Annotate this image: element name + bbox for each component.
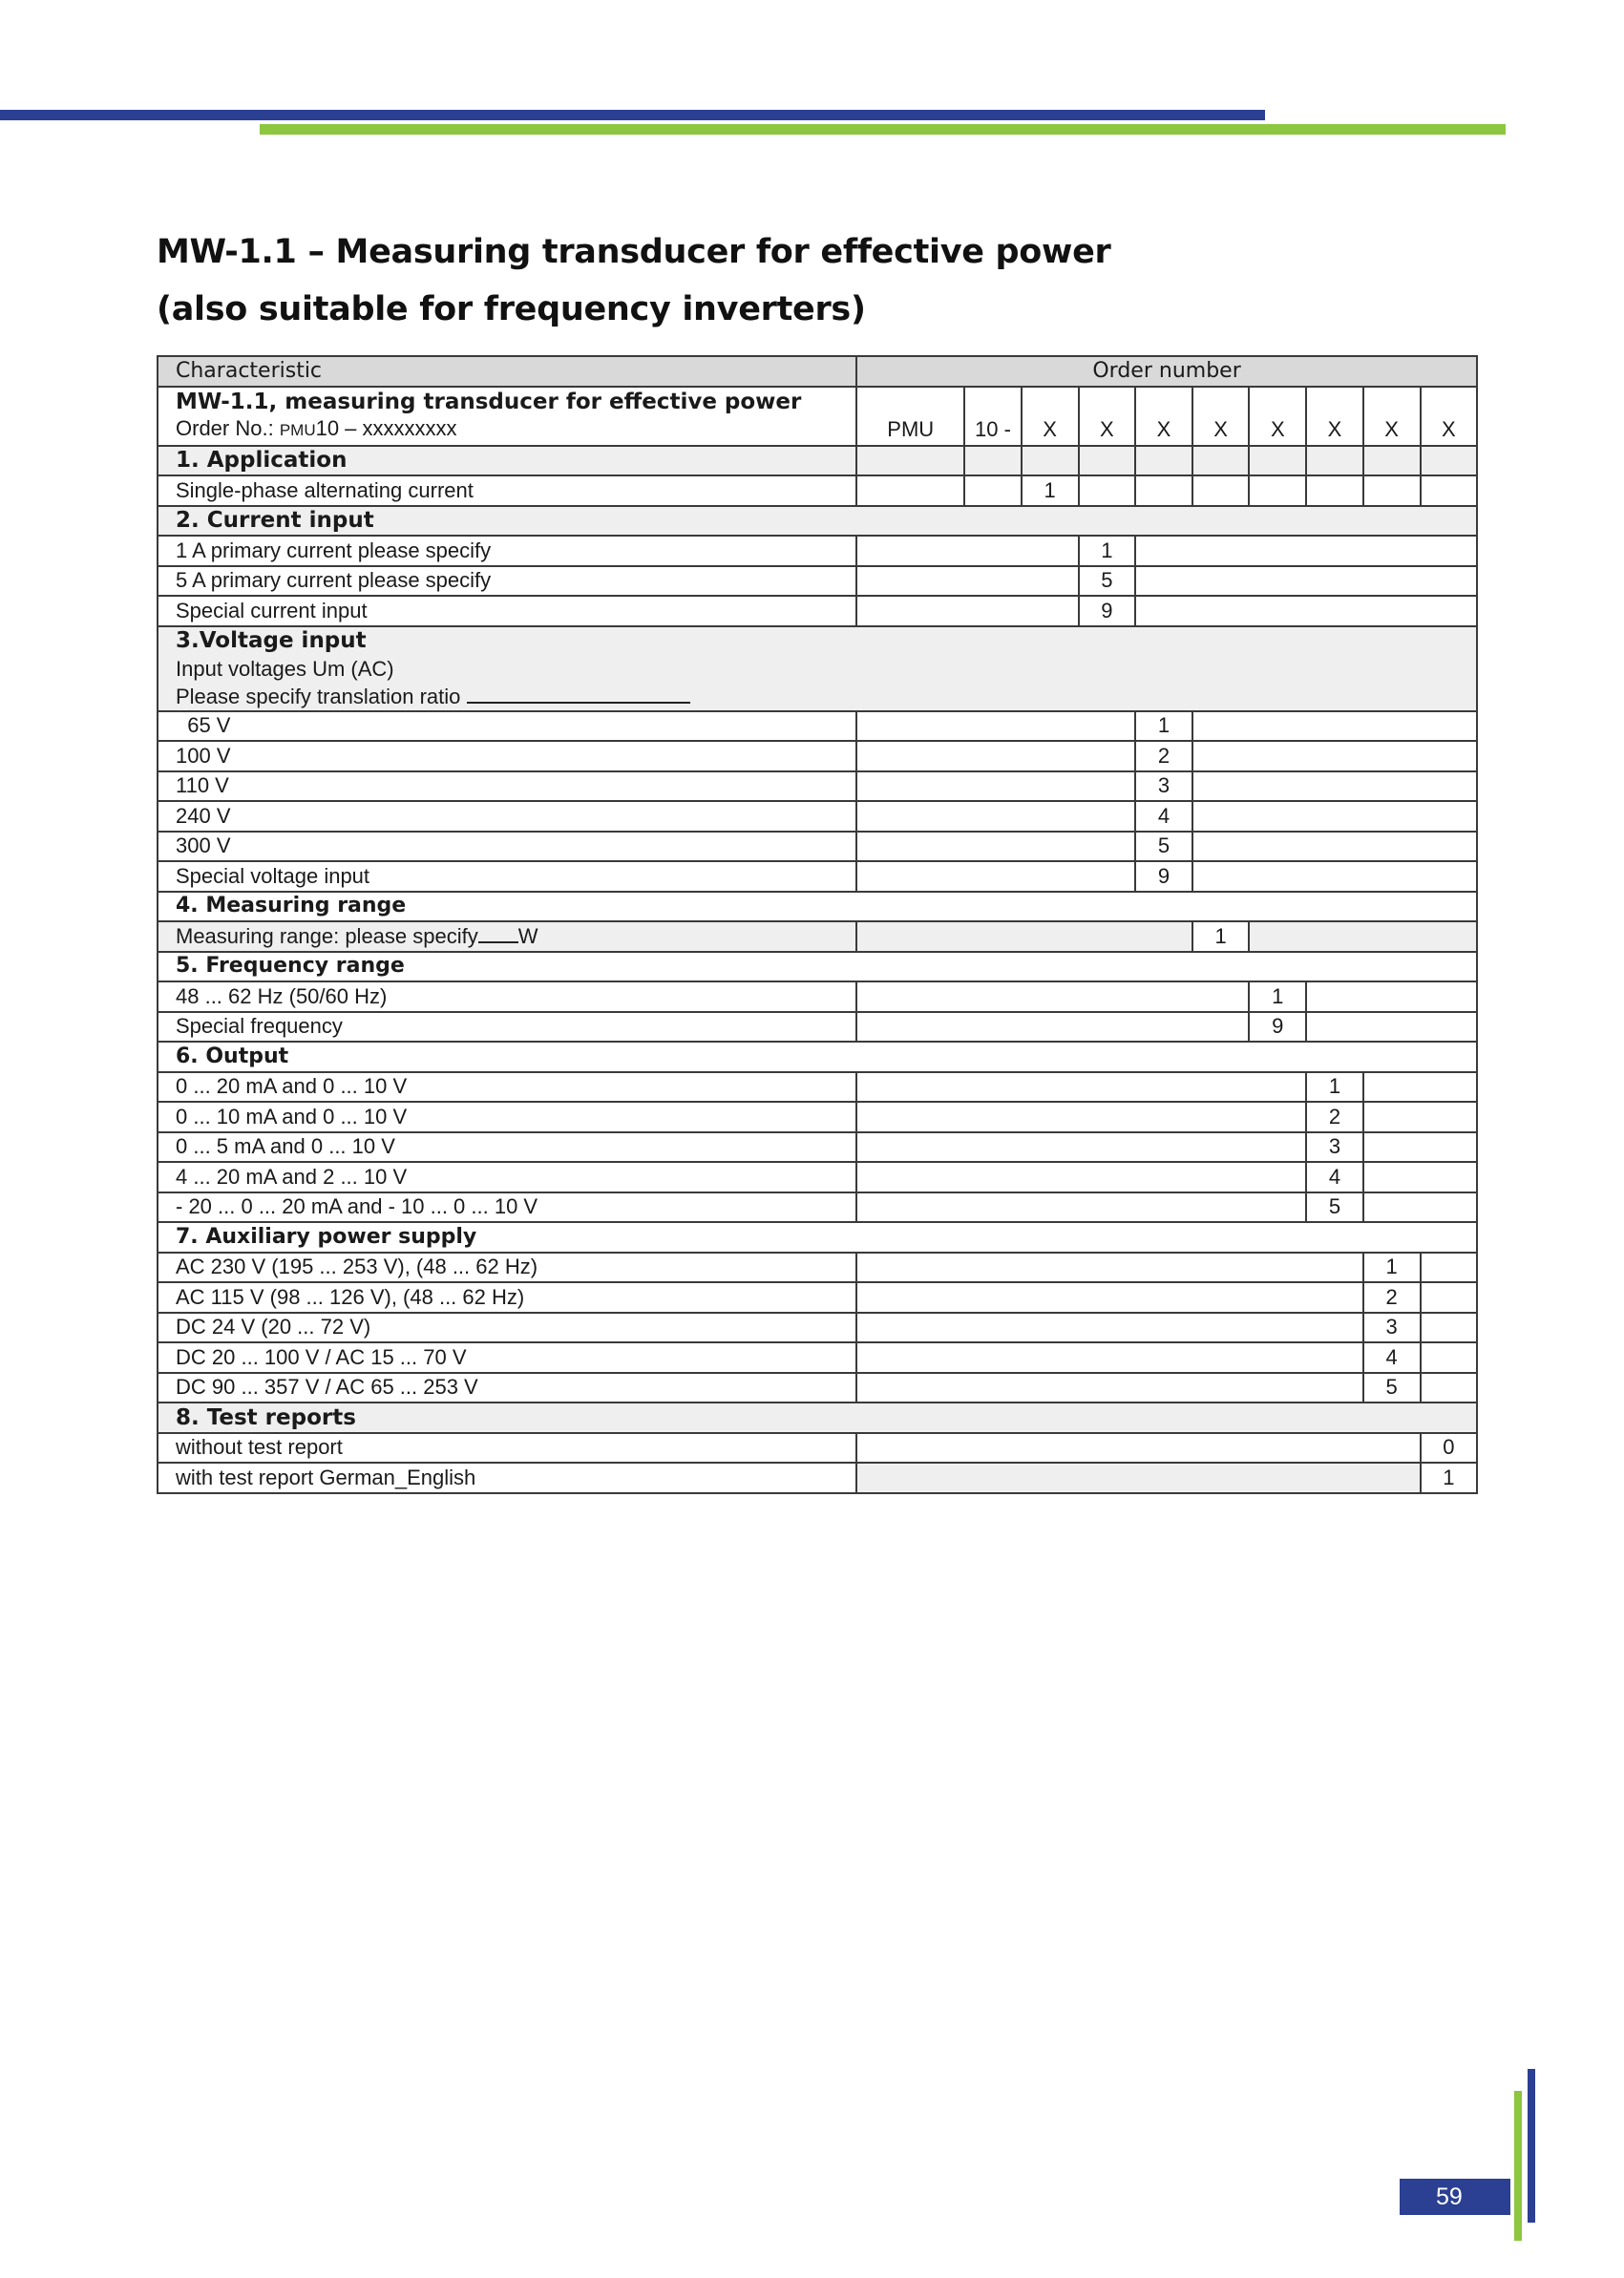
row-code: 5 [1363, 1373, 1421, 1403]
table-row [158, 1373, 1477, 1403]
code-cell: X [1135, 387, 1192, 446]
row-code: 2 [1306, 1102, 1362, 1132]
table-row [158, 1313, 1477, 1343]
row-label: 110 V [158, 771, 856, 802]
row-code: 1 [1135, 711, 1192, 742]
row-code: 9 [1079, 596, 1135, 626]
row-code: 4 [1363, 1342, 1421, 1373]
voltage-line-3: Please specify translation ratio [176, 683, 1476, 710]
order-small: PMU [279, 420, 316, 439]
section-title: 1. Application [158, 446, 856, 476]
voltage-line-2: Input voltages Um (AC) [176, 656, 394, 681]
row-code: 2 [1135, 741, 1192, 771]
section-row [158, 446, 1477, 476]
row-code: 5 [1306, 1192, 1362, 1223]
row-code: 9 [1249, 1012, 1306, 1043]
table-row [158, 832, 1477, 862]
row-label: 1 A primary current please specify [158, 536, 856, 566]
row-label: DC 20 ... 100 V / AC 15 ... 70 V [158, 1342, 856, 1373]
row-code: 4 [1306, 1162, 1362, 1192]
row-label: AC 115 V (98 ... 126 V), (48 ... 62 Hz) [158, 1282, 856, 1313]
page-title [157, 223, 1110, 338]
order-rest: 10 – xxxxxxxxx [315, 415, 457, 440]
row-label: DC 24 V (20 ... 72 V) [158, 1313, 856, 1343]
table-row [158, 1463, 1477, 1493]
section-row [158, 1403, 1477, 1433]
range-blank [478, 941, 518, 943]
product-cell [158, 387, 856, 446]
row-label: 0 ... 10 mA and 0 ... 10 V [158, 1102, 856, 1132]
table-row [158, 566, 1477, 597]
table-header-row [158, 356, 1477, 387]
table-row [158, 1253, 1477, 1283]
row-code: 3 [1306, 1132, 1362, 1163]
table-row [158, 741, 1477, 771]
row-label: with test report German_English [158, 1463, 856, 1493]
table-row [158, 1342, 1477, 1373]
code-cell: X [1249, 387, 1306, 446]
section-row [158, 1222, 1477, 1253]
section-row [158, 952, 1477, 982]
top-green-bar [260, 124, 1506, 135]
section-title: 8. Test reports [158, 1403, 1477, 1433]
title-line-2: (also suitable for frequency inverters) [157, 290, 866, 328]
code-cell: X [1192, 387, 1249, 446]
order-prefix: Order No.: [176, 415, 280, 440]
row-label: 100 V [158, 741, 856, 771]
row-code: 1 [1363, 1253, 1421, 1283]
section-title: 5. Frequency range [158, 952, 1477, 982]
title-line-1: MW-1.1 – Measuring transducer for effective power [157, 233, 1111, 271]
row-code: 1 [1306, 1072, 1362, 1103]
voltage-section-cell [158, 626, 1477, 711]
row-code: 1 [1421, 1463, 1477, 1493]
row-label: Special current input [158, 596, 856, 626]
code-cell: PMU [856, 387, 964, 446]
table-row [158, 1132, 1477, 1163]
row-code: 3 [1135, 771, 1192, 802]
section-title: 6. Output [158, 1042, 1477, 1072]
row-label: 4 ... 20 mA and 2 ... 10 V [158, 1162, 856, 1192]
code-cell: X [1022, 387, 1079, 446]
product-order-no [176, 415, 855, 444]
table-row [158, 1102, 1477, 1132]
row-label: AC 230 V (195 ... 253 V), (48 ... 62 Hz) [158, 1253, 856, 1283]
table-row [158, 981, 1477, 1012]
row-label: Special voltage input [158, 861, 856, 892]
row-code: 1 [1192, 921, 1249, 952]
order-table [157, 355, 1478, 1494]
section-row [158, 892, 1477, 922]
row-code: 4 [1135, 801, 1192, 832]
section-title: 7. Auxiliary power supply [158, 1222, 1477, 1253]
row-label: without test report [158, 1433, 856, 1464]
header-characteristic: Characteristic [158, 356, 856, 387]
corner-blue-bar [1528, 2069, 1535, 2223]
table-row [158, 711, 1477, 742]
table-row [158, 1012, 1477, 1043]
row-code: 0 [1421, 1433, 1477, 1464]
code-cell: X [1363, 387, 1421, 446]
row-label: 300 V [158, 832, 856, 862]
row-code: 2 [1363, 1282, 1421, 1313]
code-cell: X [1421, 387, 1477, 446]
table-row [158, 801, 1477, 832]
row-code: 1 [1022, 475, 1079, 506]
row-label: - 20 ... 0 ... 20 mA and - 10 ... 0 ... 10 V [158, 1192, 856, 1223]
row-code: 5 [1079, 566, 1135, 597]
table-row [158, 1192, 1477, 1223]
table-row [158, 596, 1477, 626]
row-label: 65 V [158, 711, 856, 742]
section-row [158, 1042, 1477, 1072]
section-title: 4. Measuring range [158, 892, 1477, 922]
page-number: 59 [1400, 2179, 1510, 2215]
row-label: 0 ... 20 mA and 0 ... 10 V [158, 1072, 856, 1103]
section-title: 3.Voltage input [176, 627, 367, 653]
row-code: 1 [1079, 536, 1135, 566]
header-order-number: Order number [856, 356, 1477, 387]
table-row [158, 1433, 1477, 1464]
corner-green-bar [1514, 2091, 1522, 2241]
row-label: Single-phase alternating current [158, 475, 856, 506]
code-cell: X [1079, 387, 1135, 446]
row-label: 0 ... 5 mA and 0 ... 10 V [158, 1132, 856, 1163]
table-row [158, 1072, 1477, 1103]
table-row [158, 771, 1477, 802]
row-label: 5 A primary current please specify [158, 566, 856, 597]
table-row [158, 1282, 1477, 1313]
table-row [158, 921, 1477, 952]
top-blue-bar [0, 110, 1265, 120]
table-row [158, 861, 1477, 892]
row-label: Measuring range: please specify W [158, 921, 856, 952]
product-row [158, 387, 1477, 446]
section-row [158, 626, 1477, 711]
table-row [158, 1162, 1477, 1192]
section-title: 2. Current input [158, 506, 1477, 537]
row-label: DC 90 ... 357 V / AC 65 ... 253 V [158, 1373, 856, 1403]
table-row [158, 536, 1477, 566]
code-cell: X [1306, 387, 1362, 446]
ratio-blank [467, 702, 690, 704]
product-name: MW-1.1, measuring transducer for effective power [176, 389, 802, 414]
row-code: 9 [1135, 861, 1192, 892]
row-code: 3 [1363, 1313, 1421, 1343]
section-row [158, 506, 1477, 537]
table-row [158, 475, 1477, 506]
code-cell: 10 - [964, 387, 1021, 446]
row-label: 48 ... 62 Hz (50/60 Hz) [158, 981, 856, 1012]
row-label: Special frequency [158, 1012, 856, 1043]
row-label: 240 V [158, 801, 856, 832]
row-code: 5 [1135, 832, 1192, 862]
row-code: 1 [1249, 981, 1306, 1012]
